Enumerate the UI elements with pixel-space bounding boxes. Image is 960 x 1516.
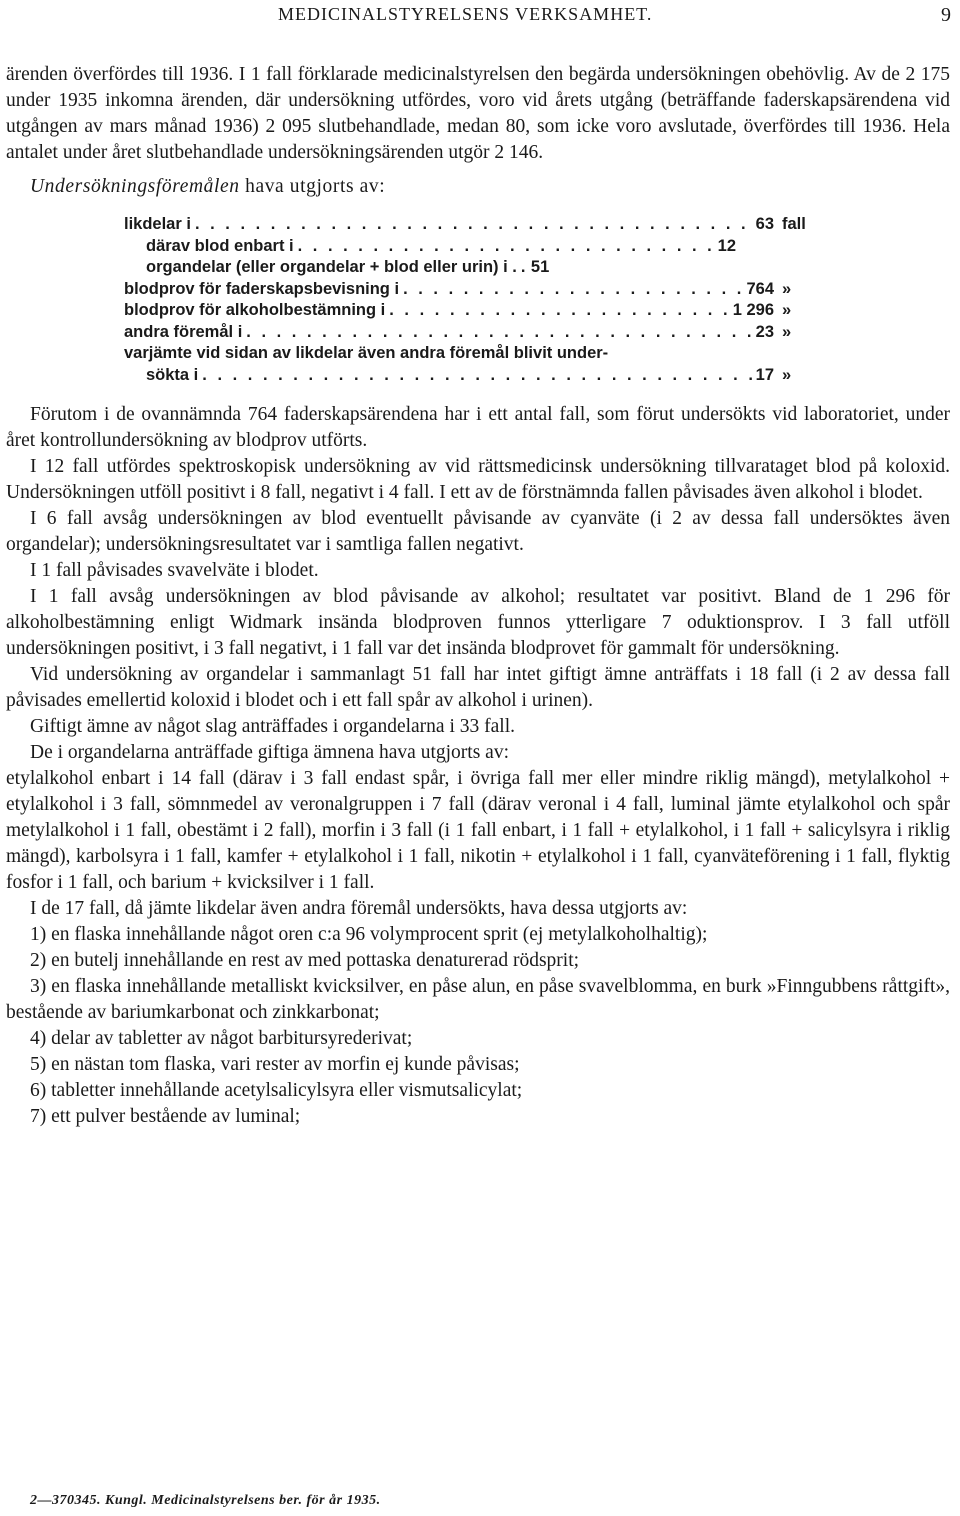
paragraph: I 1 fall avsåg undersökningen av blod påvisande av alkohol; resultatet var positivt. Bland de 1 296 för alkoholbestämning enligt Widmark insända blodproven funnos ytterligare 7 oduktionsprov. I 3 fall utföll undersökningen positivt, i 3 fall negativt, i 1 fall var det insända blodprovet för gammalt för undersökning.	[6, 586, 950, 659]
row-label-continued: sökta i	[146, 365, 199, 384]
body-text	[6, 62, 950, 1130]
leader-dots	[298, 236, 714, 258]
leader-dots	[521, 257, 527, 279]
leader-dots	[202, 365, 751, 387]
row-unit: »	[782, 322, 792, 341]
table-row	[124, 300, 832, 322]
leader-dots	[246, 322, 751, 344]
list-item: 5) en nästan tom flaska, vari rester av morfin ej kunde påvisas;	[30, 1054, 520, 1075]
paragraph: Vid undersökning av organdelar i sammanlagt 51 fall har intet giftigt ämne anträffats i 18 fall (i 2 av dessa fall påvisades emellertid koloxid i blodet och i ett fall spår av alkohol i urinen).	[6, 664, 950, 711]
row-label: därav blod enbart i	[146, 236, 294, 255]
object-list	[6, 922, 950, 1130]
row-value: 23	[755, 322, 774, 341]
row-label: organdelar (eller organdelar + blod eller urin) i .	[146, 258, 517, 276]
paragraph: I 1 fall påvisades svavelväte i blodet.	[30, 560, 319, 581]
table-row	[124, 214, 832, 236]
row-label: varjämte vid sidan av likdelar även andra föremål blivit under-	[124, 344, 609, 362]
row-unit: »	[782, 279, 792, 298]
row-unit: »	[782, 301, 792, 319]
leader-dots	[195, 214, 752, 236]
leader-dots	[403, 279, 742, 301]
table-row	[124, 365, 832, 387]
header-title: MEDICINALSTYRELSENS VERKSAMHET.	[278, 4, 653, 24]
table-row	[124, 257, 832, 279]
table-row	[124, 279, 832, 301]
subheading-rest: hava utgjorts av:	[239, 176, 386, 197]
paragraph: Förutom i de ovannämnda 764 faderskapsärendena har i ett antal fall, som förut undersökts vid laboratoriet, under året kontrollundersökning av blodprov utförts.	[6, 404, 950, 451]
leader-dots	[389, 300, 728, 322]
row-value: 764	[746, 279, 774, 298]
table-row	[124, 322, 832, 344]
list-item: 7) ett pulver bestående av luminal;	[30, 1106, 301, 1127]
list-item: 1) en flaska innehållande något oren c:a 96 volymprocent sprit (ej metylalkoholhaltig);	[30, 924, 708, 945]
row-value: 51	[530, 258, 550, 276]
running-header	[6, 4, 952, 30]
paragraph: De i organdelarna anträffade giftiga ämnena hava utgjorts av:	[30, 742, 509, 763]
row-unit: fall	[782, 215, 806, 233]
paragraph: I 12 fall utfördes spektroskopisk undersökning av vid rättsmedicinsk undersökning tillvarataget blod på koloxid. Undersökningen utföll positivt i 8 fall, negativt i 4 fall. I ett av de förstnämnda fallen påvisades även alkohol i blodet.	[6, 456, 950, 503]
row-value: 63	[755, 215, 774, 233]
row-label: andra föremål i	[124, 322, 243, 341]
paragraph: etylalkohol enbart i 14 fall (därav i 3 fall endast spår, i övriga fall mer eller mindre riklig mängd), metylalkohol + etylalkohol i 3 fall, sömnmedel av veronalgruppen i 7 fall (därav veronal i 4 fall, luminal jämte etylalkohol och spår metylalkohol i 1 fall, obestämt i 2 fall), morfin i 3 fall (i 1 fall enbart, i 1 fall + etylalkohol, i 1 fall + salicylsyra i riklig mängd), karbolsyra i 1 fall, kamfer + etylalkohol i 1 fall, nikotin + etylalkohol i 1 fall, cyanväteförening i 1 fall, flyktig fosfor i 1 fall, och barium + kvicksilver i 1 fall.	[6, 768, 950, 893]
page-number: 9	[941, 4, 952, 26]
paragraph: I 6 fall avsåg undersökningen av blod eventuellt påvisande av cyanväte (i 2 av dessa fall undersöktes även organdelar); undersökningsresultatet var i samtliga fallen negativt.	[6, 508, 950, 555]
row-unit: »	[782, 365, 792, 384]
page-footer: 2—370345. Kungl. Medicinalstyrelsens ber. för år 1935.	[30, 1493, 381, 1508]
subheading-italic: Undersökningsföremålen	[30, 176, 240, 197]
list-item: 2) en butelj innehållande en rest av med pottaska denaturerad rödsprit;	[30, 950, 580, 971]
paragraph: I de 17 fall, då jämte likdelar även andra föremål undersökts, hava dessa utgjorts av:	[30, 898, 688, 919]
table-row	[124, 343, 832, 365]
row-label: likdelar i	[124, 215, 191, 233]
row-value: 17	[755, 365, 774, 384]
examination-table	[124, 214, 832, 386]
row-label: blodprov för alkoholbestämning i	[124, 301, 386, 319]
subheading	[6, 174, 950, 200]
paragraph: Giftigt ämne av något slag anträffades i organdelarna i 33 fall.	[30, 716, 515, 737]
row-value: 1 296	[732, 301, 774, 319]
intro-paragraph: ärenden överfördes till 1936. I 1 fall förklarade medicinalstyrelsen den begärda undersökningen obehövlig. Av de 2 175 under 1935 inkomna ärenden, där undersökning utfördes, voro vid årets utgång (beträffande faderskapsärendena vid utgången av mars månad 1936) 2 095 slutbehandlade, medan 80, som icke voro avslutade, överfördes till 1936. Hela antalet under året slutbehandlade undersökningsärenden utgör 2 146.	[6, 64, 950, 163]
list-item: 4) delar av tabletter av något barbitursyrederivat;	[30, 1028, 413, 1049]
row-label: blodprov för faderskapsbevisning i	[124, 279, 400, 298]
list-item: 3) en flaska innehållande metalliskt kvicksilver, en påse alun, en påse svavelblomma, en burk »Finngubbens råttgift», bestående av bariumkarbonat och zinkkarbonat;	[6, 976, 950, 1023]
row-value: 12	[717, 236, 736, 255]
table-row	[124, 236, 832, 258]
list-item: 6) tabletter innehållande acetylsalicylsyra eller vismutsalicylat;	[30, 1080, 523, 1101]
